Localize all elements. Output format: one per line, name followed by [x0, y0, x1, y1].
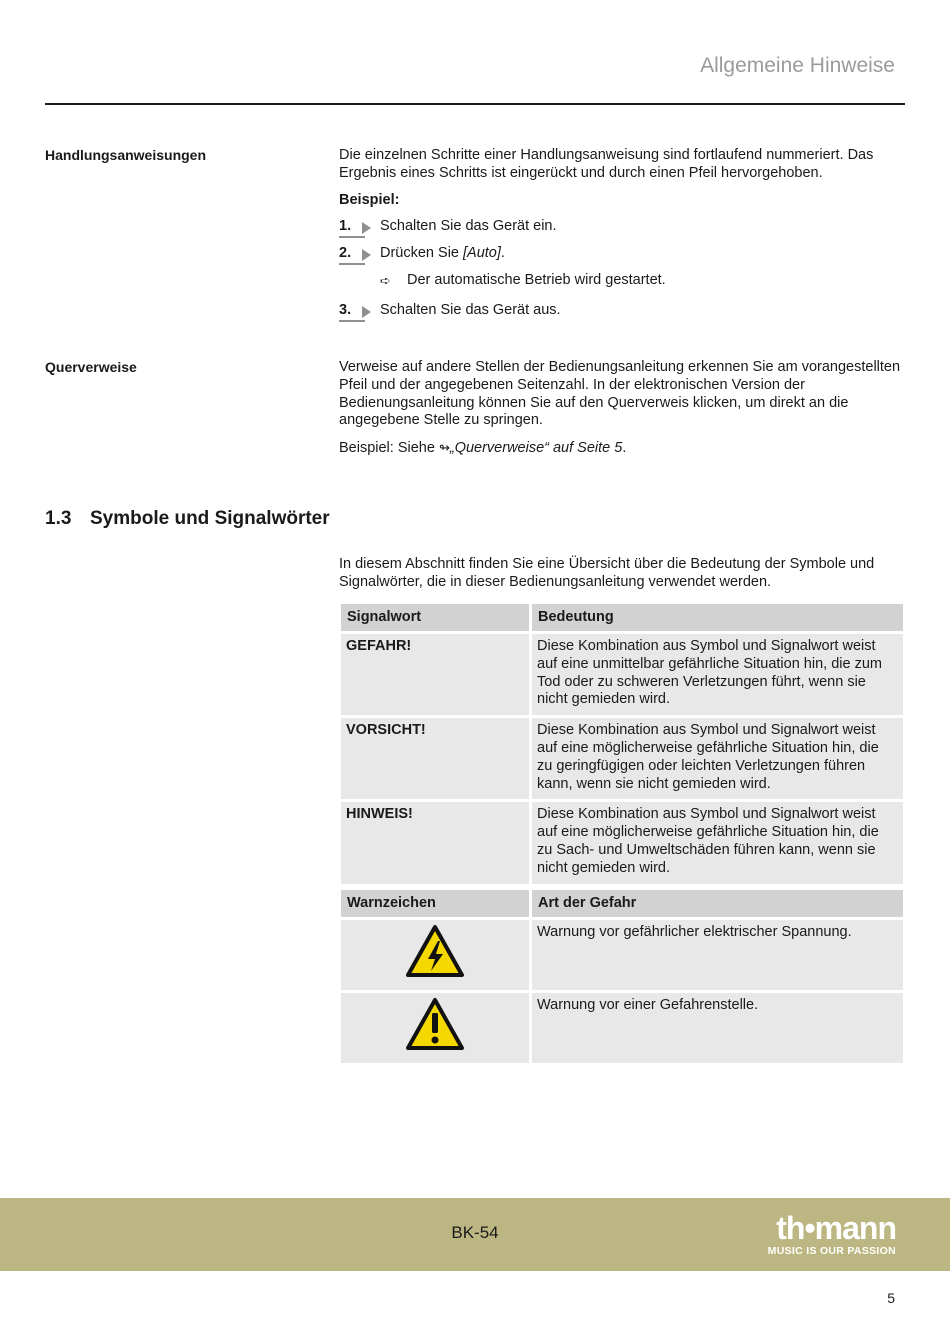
- table-header-cell: Bedeutung: [532, 604, 903, 631]
- hazard-description: Warnung vor einer Gefahrenstelle.: [532, 993, 903, 1063]
- page-number: 5: [887, 1290, 895, 1306]
- table-header-cell: Warnzeichen: [341, 890, 529, 917]
- section-intro: In diesem Abschnitt finden Sie eine Übersicht über die Bedeutung der Symbole und Signalwörter, die in dieser Bedienungsanleitung verwendet werden.: [339, 556, 875, 590]
- step-text: Schalten Sie das Gerät aus.: [380, 302, 561, 319]
- section-title: Symbole und Signalwörter: [90, 508, 330, 529]
- table-header-cell: Art der Gefahr: [532, 890, 903, 917]
- result-text: Der automatische Betrieb wird gestartet.: [407, 272, 666, 289]
- step-number: 1.: [339, 218, 373, 236]
- general-hazard-icon: [405, 997, 465, 1051]
- step-arrow-icon: [362, 222, 371, 234]
- step-number: 3.: [339, 302, 373, 320]
- signal-word: GEFAHR!: [341, 634, 529, 715]
- table-header-row: [341, 604, 903, 631]
- signal-word-table: [338, 601, 906, 887]
- step-number: 2.: [339, 245, 373, 263]
- side-label-handlungsanweisungen: Handlungsanweisungen: [45, 147, 207, 163]
- table-row: [341, 634, 903, 715]
- side-label-querverweise: Querverweise: [45, 359, 137, 375]
- warning-sign-cell: [341, 993, 529, 1063]
- result-arrow-icon: ➪: [380, 273, 391, 289]
- header-rule: [45, 103, 905, 105]
- signal-meaning: Diese Kombination aus Symbol und Signalwort weist auf eine möglicherweise gefährliche Situation hin, die zu Sach- und Umweltschäden führen kann, wenn sie nicht gemieden wird.: [532, 802, 903, 883]
- handlung-content: [339, 147, 905, 329]
- step-1: [339, 218, 905, 245]
- example-label: Beispiel:: [339, 191, 400, 208]
- warning-sign-cell: [341, 920, 529, 990]
- querverweise-text: Verweise auf andere Stellen der Bedienungsanleitung erkennen Sie am vorangestellten Pfeil und der angegebenen Seitenzahl. In der elektronischen Version der Bedienungsanleitung können Sie auf den Querverweis klicken, um direkt an die angegebene Stelle zu springen.: [339, 359, 901, 429]
- signal-word: HINWEIS!: [341, 802, 529, 883]
- section-number: 1.3: [45, 508, 72, 529]
- table-row: [341, 718, 903, 799]
- brand-tagline: MUSIC IS OUR PASSION: [767, 1245, 896, 1257]
- cross-reference-link[interactable]: „Querverweise“ auf Seite 5: [449, 440, 623, 457]
- step-text-emph: [Auto]: [463, 245, 501, 262]
- running-header-title: Allgemeine Hinweise: [700, 54, 895, 77]
- hazard-description: Warnung vor gefährlicher elektrischer Spannung.: [532, 920, 903, 990]
- step-3: [339, 302, 905, 329]
- table-header-cell: Signalwort: [341, 604, 529, 631]
- table-row: [341, 993, 903, 1063]
- step-text-prefix: Drücken Sie: [380, 245, 464, 262]
- step-text: Schalten Sie das Gerät ein.: [380, 218, 557, 235]
- querverweise-content: [339, 359, 905, 458]
- signal-word: VORSICHT!: [341, 718, 529, 799]
- brand-logo: [736, 1211, 896, 1258]
- electrical-hazard-icon: [405, 924, 465, 978]
- step-result: [339, 272, 905, 302]
- table-header-row: [341, 890, 903, 917]
- signal-meaning: Diese Kombination aus Symbol und Signalwort weist auf eine unmittelbar gefährliche Situation hin, die zum Tod oder zu schweren Verletzungen führt, wenn sie nicht gemieden wird.: [532, 634, 903, 715]
- brand-name: th•mann: [776, 1210, 896, 1246]
- link-arrow-icon: ↬: [438, 440, 450, 456]
- warning-sign-table: [338, 887, 906, 1066]
- signal-meaning: Diese Kombination aus Symbol und Signalwort weist auf eine möglicherweise gefährliche Situation hin, die zu geringfügigen oder leichten Verletzungen führen kann, wenn sie nicht gemieden wird.: [532, 718, 903, 799]
- handlung-intro: Die einzelnen Schritte einer Handlungsanweisung sind fortlaufend nummeriert. Das Ergebnis eines Schritts ist eingerückt und durch einen Pfeil hervorgehoben.: [339, 147, 874, 181]
- table-row: [341, 920, 903, 990]
- step-text-suffix: .: [500, 245, 505, 262]
- querverweise-example: Beispiel: Siehe ↬„Querverweise“ auf Seite 5.: [339, 440, 627, 457]
- model-name: BK-54: [451, 1223, 499, 1242]
- step-arrow-icon: [362, 306, 371, 318]
- section-heading: [45, 507, 330, 531]
- step-arrow-icon: [362, 249, 371, 261]
- table-row: [341, 802, 903, 883]
- step-2: [339, 245, 905, 272]
